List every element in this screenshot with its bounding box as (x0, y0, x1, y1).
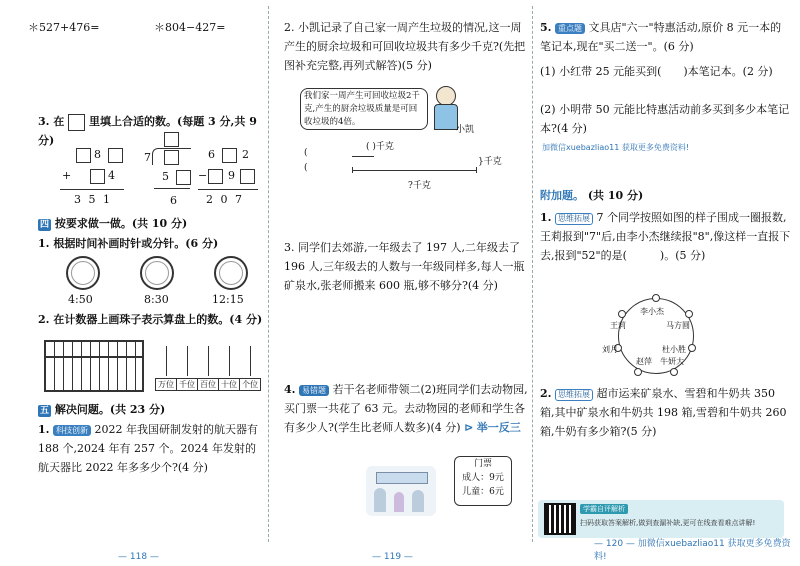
blank-box[interactable] (164, 150, 179, 165)
q-number: 1. (38, 423, 50, 436)
student-name: 杜小胜 (662, 345, 686, 354)
ticket-adult-price: 成人：9元 (462, 473, 504, 483)
extra-question-2 (540, 384, 792, 441)
position-dot (685, 310, 693, 318)
qr-title: 学霸自评解析 (580, 504, 628, 514)
blank-box[interactable] (240, 169, 255, 184)
question-text: 7 个同学按照如图的样子围成一圈报数,王莉报到"7"后,由李小杰继续报"8",像这样一直报下去,报到"52"的是( )。(5 分) (540, 211, 791, 262)
tag-badge: 重点题 (555, 23, 585, 34)
tag-badge: 思维拓展 (555, 213, 593, 225)
student-name: 王莉 (610, 321, 626, 330)
section-number: 四 (40, 220, 50, 230)
question-5 (540, 18, 792, 56)
section-title: 解决问题。(共 23 分) (54, 403, 166, 416)
circle-diagram (596, 290, 716, 386)
page-divider-right (532, 6, 533, 542)
zoo-illustration (366, 466, 436, 516)
vertical-subtraction (198, 145, 262, 213)
question-4 (284, 380, 528, 437)
position-dot (618, 310, 626, 318)
place-value-table (155, 378, 261, 391)
blank-box[interactable] (208, 169, 223, 184)
tag-badge: 易错题 (299, 385, 329, 396)
digit: 9 (228, 169, 235, 182)
clock-time: 12:15 (212, 293, 244, 306)
boy-head-icon (436, 86, 456, 106)
qr-code-icon[interactable] (544, 503, 576, 535)
clock-time: 8:30 (144, 293, 169, 306)
divisor: 7 (144, 151, 151, 164)
digit: 4 (108, 169, 115, 182)
blank-box[interactable] (76, 148, 91, 163)
ticket-child-price: 儿童：6元 (462, 487, 504, 497)
q-number: 2. (540, 387, 552, 400)
question-text: 超市运来矿泉水、雪碧和牛奶共 350 箱,其中矿泉水和牛奶共 198 箱,雪碧和牛奶共 260 箱,牛奶有多少箱?(5 分) (540, 387, 787, 438)
clock-face[interactable] (214, 256, 248, 290)
question-5-part-2: (2) 小明带 50 元能比特惠活动前多买到多少本笔记本?(4 分) (540, 103, 790, 135)
blank-box[interactable] (108, 148, 123, 163)
question-text: 若干名老师带领二(2)班同学们去动物园,买门票一共花了 63 元。去动物园的老师和学生各有多少人?(学生比老师人数多)(4 分) (284, 383, 528, 434)
diagram-kg-label: ( )千克 (366, 142, 394, 152)
equation-2: ＊804−427= (154, 21, 226, 34)
place-label: 千位 (177, 379, 198, 391)
related-link[interactable]: 举一反三 (476, 421, 521, 434)
tag-badge: 科技创新 (53, 425, 91, 436)
q3-instructions: 里填上合适的数。(每题 3 分,共 9 分) (38, 115, 257, 147)
position-dot (670, 368, 678, 376)
section-number: 五 (40, 406, 50, 416)
question-2: 2. 小凯记录了自己家一周产生垃圾的情况,这一周产生的厨余垃圾和可回收垃圾共有多少千克?(先把图补充完整,再列式解答)(5 分) (284, 21, 526, 72)
abacus-image (44, 340, 144, 392)
place-label: 个位 (240, 379, 261, 391)
diagram-paren: ( (304, 163, 308, 173)
page-119 (270, 0, 532, 566)
boy-name: 小凯 (456, 125, 475, 135)
student-name: 牛妍大 (660, 357, 684, 366)
remainder: 6 (170, 194, 177, 207)
blank-box[interactable] (90, 169, 105, 184)
plus-sign: + (62, 169, 72, 182)
question-3: 3. 同学们去郊游,一年级去了 197 人,二年级去了 196 人,三年级去的人数与一年级同样多,每人一瓶矿泉水,张老师搬来 600 瓶,够不够分?(4 分) (284, 241, 525, 292)
minus-sign: − (198, 169, 208, 182)
page-120 (534, 0, 800, 566)
digit: 5 (162, 170, 169, 183)
blank-box[interactable] (176, 170, 191, 185)
page-number: — 119 — (372, 552, 413, 562)
digit: 6 (208, 148, 215, 161)
question-text: 文具店"六一"特惠活动,原价 8 元一本的笔记本,现在"买二送一"。(6 分) (540, 21, 782, 53)
tag-badge: 思维拓展 (555, 389, 593, 401)
extra-score: (共 10 分) (587, 189, 644, 202)
speech-bubble: 我们家一周产生可回收垃圾2千克,产生的厨余垃圾质量是可回收垃圾的4倍。 (300, 88, 428, 130)
extra-heading (540, 186, 643, 205)
place-label: 十位 (219, 379, 240, 391)
question-5-1 (38, 420, 264, 477)
diagram-paren: ( (304, 148, 308, 158)
wechat-note: 加微信xuebazliao11 获取更多免费资料! (542, 143, 690, 152)
student-name: 李小杰 (640, 307, 664, 316)
blank-box-example (68, 114, 85, 131)
place-label: 百位 (198, 379, 219, 391)
section-4-heading (38, 214, 187, 233)
q-number: 1. (540, 211, 552, 224)
page-number: — 118 — (118, 552, 159, 562)
counter-rods[interactable] (156, 346, 264, 376)
position-dot (634, 368, 642, 376)
equation-1: ＊527+476= (28, 21, 100, 34)
q3-label: 3. 在 (38, 115, 65, 128)
extra-question-1 (540, 208, 792, 265)
student-name: 赵萍 (636, 357, 652, 366)
place-label: 万位 (156, 379, 177, 391)
long-segment (352, 170, 476, 171)
ticket-sign (454, 456, 512, 506)
question-4-1: 1. 根据时间补画时针或分针。(6 分) (38, 237, 219, 250)
question-5-part-1: (1) 小红带 25 元能买到( )本笔记本。(2 分) (540, 65, 773, 78)
page-number: — 120 — 加微信xuebazliao11 获取更多免费资料! (594, 539, 791, 562)
student-name: 刘月 (602, 345, 618, 354)
clock-face[interactable] (140, 256, 174, 290)
sum-digits: 3 5 1 (74, 193, 112, 206)
page-118 (0, 0, 268, 566)
question-4-2: 2. 在计数器上画珠子表示算盘上的数。(4 分) (38, 313, 263, 326)
page-divider-left (268, 6, 269, 542)
vertical-addition (60, 145, 130, 213)
qr-description: 扫码获取答案解析,做到查漏补缺,更可在线查看难点讲解! (580, 519, 756, 527)
clock-time: 4:50 (68, 293, 93, 306)
tick (476, 167, 477, 173)
clock-face[interactable] (66, 256, 100, 290)
student-name: 马方圆 (666, 321, 690, 330)
digit: 8 (94, 148, 101, 161)
vertical-division (140, 132, 200, 212)
diff-line (198, 189, 258, 190)
q-number: 5. (540, 21, 552, 34)
section-5-heading (38, 400, 165, 419)
ticket-title: 门票 (473, 459, 492, 469)
diff-digits: 2 0 7 (206, 193, 244, 206)
question-text: 2022 年我国研制发射的航天器有 188 个,2024 年有 257 个。2024 年发射的航天器比 2022 年多多少个?(4 分) (38, 423, 258, 474)
section-title: 按要求做一做。(共 10 分) (54, 217, 188, 230)
blank-box[interactable] (164, 132, 179, 147)
position-dot (688, 344, 696, 352)
link-arrow-icon: ⊳ (464, 421, 474, 434)
q-number: 4. (284, 383, 296, 396)
brace-kg-label: }千克 (478, 157, 502, 167)
blank-box[interactable] (222, 148, 237, 163)
position-dot (652, 294, 660, 302)
tick (352, 167, 353, 173)
line (154, 188, 190, 189)
sum-line (60, 189, 124, 190)
qr-panel (538, 500, 784, 538)
digit: 2 (242, 148, 249, 161)
extra-title: 附加题。 (540, 189, 584, 202)
boy-body-icon (434, 104, 458, 130)
short-segment (352, 156, 374, 157)
total-kg-label: ?千克 (408, 181, 431, 191)
